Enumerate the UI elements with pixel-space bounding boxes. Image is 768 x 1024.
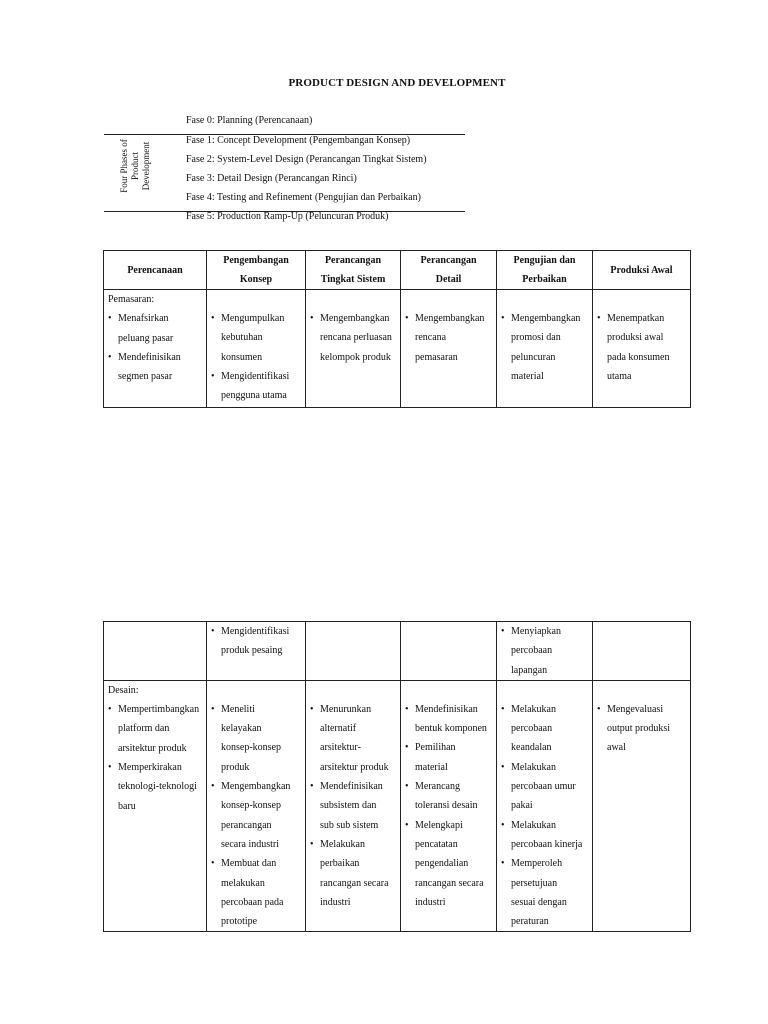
- table-cell: [401, 680, 497, 932]
- bullet-item: • Menafsirkan peluang pasar: [108, 313, 174, 344]
- bullet-item: • Mengembangkan rencana perluasan kelompok produk: [310, 313, 392, 363]
- table-cell: [401, 622, 497, 681]
- table-cell: [207, 290, 306, 408]
- bullet-item: • Merancang toleransi desain: [405, 781, 478, 812]
- bullet-item: • Melakukan percobaan kinerja: [501, 819, 583, 850]
- header-cell: Pengujian dan Perbaikan: [497, 251, 593, 290]
- table-cell: [593, 622, 691, 681]
- design-table: [103, 621, 691, 932]
- bullet-item: • Melakukan perbaikan rancangan secara industri: [310, 838, 389, 908]
- table-cell: [497, 622, 593, 681]
- table-cell: [306, 290, 401, 408]
- bullet-item: • Meneliti kelayakan konsep-konsep produk: [211, 703, 281, 773]
- bullet-item: • Mengidentifikasi pengguna utama: [211, 370, 290, 402]
- bullet-item: • Melakukan percobaan keandalan: [501, 703, 556, 754]
- bullet-item: • Mengumpulkan kebutuhan konsumen: [211, 313, 285, 363]
- bullet-item: • Mendefinisikan subsistem dan sub sub sistem: [310, 781, 383, 831]
- phase-item: Fase 4: Testing and Refinement (Pengujian dan Perbaikan): [186, 192, 421, 203]
- bullet-item: • Melakukan percobaan umur pakai: [501, 761, 576, 812]
- table-cell: [401, 290, 497, 408]
- bullet-item: • Mengembangkan konsep-konsep perancangan secara industri: [211, 781, 291, 850]
- vertical-label-line: Development: [141, 141, 151, 191]
- header-cell: Produksi Awal: [593, 251, 691, 290]
- bullet-item: • Mengembangkan promosi dan peluncuran material: [501, 313, 581, 382]
- table-cell: [104, 680, 207, 932]
- bullet-item: • Mempertimbangkan platform dan arsitektur produk: [108, 704, 200, 754]
- bullet-item: • Mengidentifikasi produk pesaing: [211, 626, 290, 657]
- table-cell: [593, 680, 691, 932]
- table-row: [104, 290, 691, 408]
- bullet-item: • Mengevaluasi output produksi awal: [597, 703, 671, 754]
- phase-item: Fase 3: Detail Design (Perancangan Rinci): [186, 173, 357, 184]
- phase-item: Fase 5: Production Ramp-Up (Peluncuran Produk): [186, 211, 389, 222]
- bullet-item: • Memperoleh persetujuan sesuai dengan peraturan: [501, 858, 567, 928]
- section-label: Pemasaran:: [108, 294, 155, 305]
- header-cell: Pengembangan Konsep: [207, 251, 306, 290]
- table-cell: [104, 622, 207, 681]
- bullet-item: • Melengkapi pencatatan pengendalian rancangan secara industri: [405, 819, 484, 908]
- phase-item: Fase 0: Planning (Perencanaan): [186, 115, 313, 126]
- vertical-label-line: Product: [130, 152, 140, 180]
- table-cell: [104, 290, 207, 408]
- header-cell: Perancangan Detail: [401, 251, 497, 290]
- header-cell: Perancangan Tingkat Sistem: [306, 251, 401, 290]
- page-title: PRODUCT DESIGN AND DEVELOPMENT: [288, 77, 506, 89]
- bullet-item: • Menurunkan alternatif arsitektur- arsitektur produk: [310, 703, 389, 773]
- table-cell: [593, 290, 691, 408]
- planning-table: [103, 250, 691, 408]
- header-cell: Perencanaan: [104, 251, 207, 290]
- vertical-label-line: Four Phases of: [119, 139, 129, 193]
- bullet-item: • Membuat dan melakukan percobaan pada prototipe: [211, 858, 284, 928]
- table-cell: [306, 622, 401, 681]
- bullet-item: • Pemilihan material: [405, 742, 456, 773]
- bullet-item: • Mengembangkan rencana pemasaran: [405, 313, 485, 363]
- table-cell: [306, 680, 401, 932]
- table-cell: [207, 680, 306, 932]
- table-cell: [497, 290, 593, 408]
- table-row: [104, 622, 691, 681]
- phase-item: Fase 1: Concept Development (Pengembangan Konsep): [186, 135, 411, 146]
- bullet-item: • Menyiapkan percobaan lapangan: [501, 626, 561, 676]
- bullet-item: • Memperkirakan teknologi-teknologi baru: [108, 762, 197, 812]
- phase-item: Fase 2: System-Level Design (Perancangan Tingkat Sistem): [186, 154, 427, 165]
- table-cell: [207, 622, 306, 681]
- table-header-row: [104, 251, 691, 290]
- section-label: Desain:: [108, 684, 139, 696]
- bullet-item: • Mendefinisikan bentuk komponen: [405, 703, 487, 735]
- table-cell: [497, 680, 593, 932]
- bullet-item: • Menempatkan produksi awal pada konsumen utama: [597, 313, 670, 382]
- table-row: [104, 680, 691, 932]
- bullet-item: • Mendefinisikan segmen pasar: [108, 351, 181, 383]
